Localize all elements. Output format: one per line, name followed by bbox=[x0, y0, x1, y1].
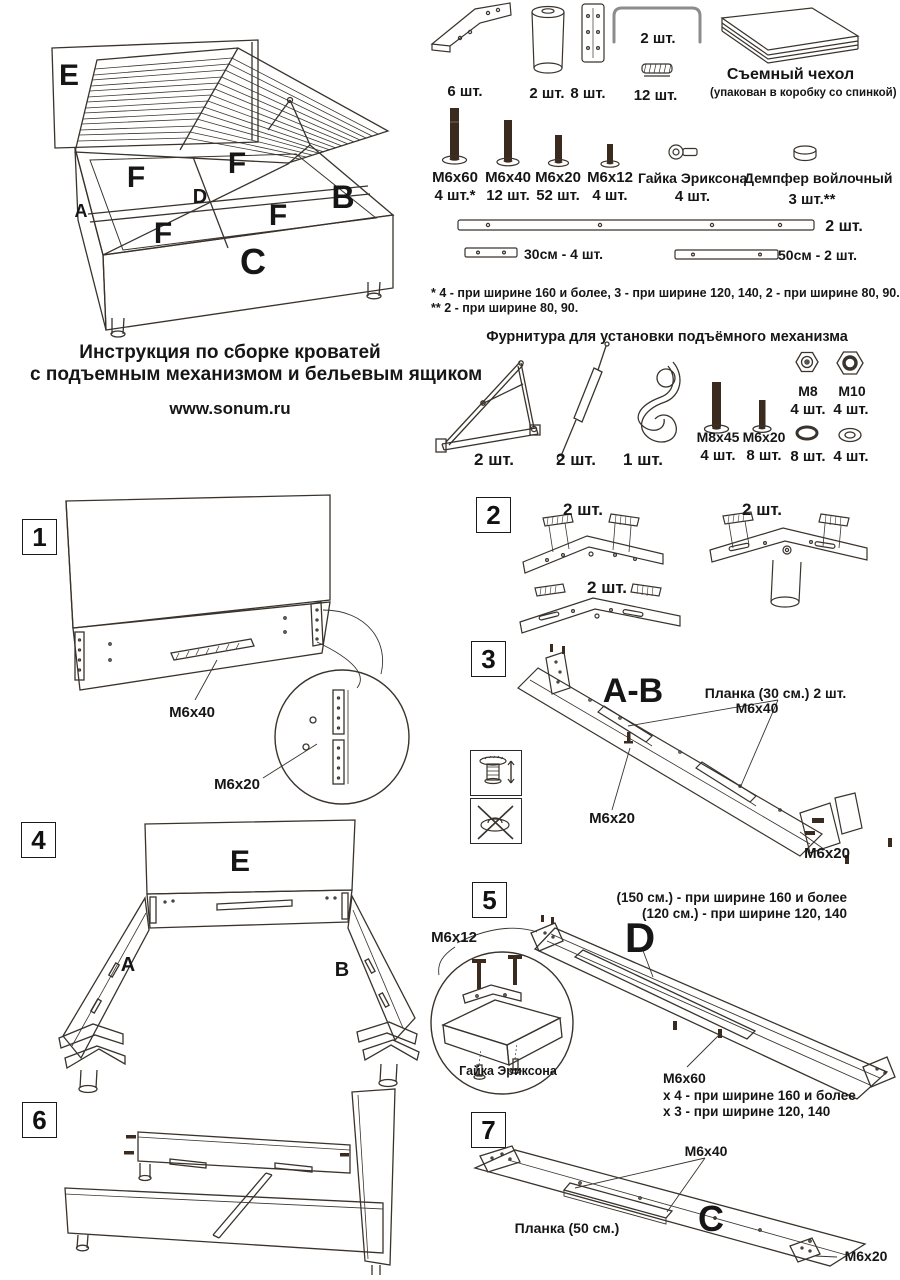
step4-label-e: E bbox=[229, 845, 250, 878]
step4-label-b: B bbox=[334, 959, 350, 981]
nut-m8-qty: 4 шт. bbox=[790, 401, 826, 418]
pad-qty: 12 шт. bbox=[633, 87, 678, 104]
step4-bracket-b bbox=[357, 1022, 419, 1087]
step3-depth-icon-box bbox=[470, 750, 522, 796]
strap-icon bbox=[638, 362, 680, 442]
bolt-m8x45-icon bbox=[705, 382, 729, 433]
felt-damper-icon bbox=[794, 146, 816, 161]
step3-number: 3 bbox=[471, 641, 506, 677]
damper-name: Демпфер войлочный bbox=[744, 170, 893, 186]
plank-30cm-icon bbox=[465, 248, 517, 257]
screw-m6x60-icon bbox=[443, 108, 467, 164]
nut-m8-name: М8 bbox=[798, 383, 818, 399]
cover-title: Съемный чехол bbox=[726, 66, 855, 83]
step5-m6x60-note1: х 4 - при ширине 160 и более bbox=[663, 1088, 856, 1103]
main-label-headboard: E bbox=[58, 59, 79, 92]
felt-pad-icon bbox=[642, 64, 672, 76]
step4-number: 4 bbox=[21, 822, 56, 858]
long-plank-qty: 2 шт. bbox=[825, 218, 863, 235]
step7-right-bracket bbox=[790, 1238, 820, 1262]
step4-bracket-a bbox=[59, 1024, 125, 1093]
gas-lift-qty: 2 шт. bbox=[556, 450, 596, 469]
erikson-nut-icon bbox=[669, 145, 697, 159]
bolt2-qty: 8 шт. bbox=[746, 447, 782, 464]
step7-m6x40-label: М6х40 bbox=[684, 1143, 728, 1159]
screw3-qty: 52 шт. bbox=[536, 187, 580, 204]
main-label-panel-f1: F bbox=[126, 161, 146, 194]
step5-note2: (120 см.) - при ширине 120, 140 bbox=[641, 906, 847, 921]
erikson-nut-name: Гайка Эриксона bbox=[638, 170, 748, 186]
screw1-name: М6х60 bbox=[432, 169, 478, 186]
step5-bracket-detail bbox=[463, 955, 522, 1003]
step7-number: 7 bbox=[471, 1112, 506, 1148]
cover-note: (упакован в коробку со спинкой) bbox=[710, 87, 897, 99]
main-label-side-a: A bbox=[74, 201, 88, 221]
fittings-drawing bbox=[430, 332, 900, 467]
screw-m6x20-icon bbox=[549, 135, 569, 167]
bracket-with-leg bbox=[710, 512, 867, 607]
step5-m6x60-note2: х 3 - при ширине 120, 140 bbox=[663, 1104, 831, 1119]
rod-qty: 2 шт. bbox=[640, 30, 676, 47]
flat-plate-icon bbox=[582, 4, 604, 62]
nut-m10-name: М10 bbox=[838, 383, 866, 399]
step3-m6x40-label: М6х40 bbox=[735, 700, 779, 716]
step2-qty-left: 2 шт. bbox=[563, 500, 603, 519]
bracket-qty: 6 шт. bbox=[447, 83, 483, 100]
step2-qty-bottom: 2 шт. bbox=[587, 578, 627, 597]
step1-m6x20-label: М6х20 bbox=[214, 776, 260, 793]
corner-bracket-icon bbox=[432, 3, 511, 52]
step7-left-bracket bbox=[480, 1146, 520, 1172]
doc-title-line2: с подъемным механизмом и бельевым ящиком bbox=[30, 364, 483, 385]
screw3-name: М6х20 bbox=[535, 169, 581, 186]
erikson-depth-icon bbox=[471, 751, 521, 795]
step3-left-bracket bbox=[546, 644, 570, 694]
main-label-panel-f2: F bbox=[227, 147, 247, 180]
step3-drawing bbox=[500, 648, 900, 868]
screw-m6x40-icon bbox=[497, 120, 519, 166]
plank50-label: 50см - 2 шт. bbox=[778, 247, 858, 263]
step1-m6x40-label: М6х40 bbox=[169, 704, 215, 721]
no-protrusion-icon bbox=[471, 799, 521, 843]
screw2-qty: 12 шт. bbox=[486, 187, 530, 204]
step4-label-a: A bbox=[120, 954, 136, 976]
main-label-panel-f4: F bbox=[268, 199, 288, 232]
step3-plank-label: Планка (30 см.) 2 шт. bbox=[704, 685, 847, 701]
screw2-name: М6х40 bbox=[485, 169, 531, 186]
plank30-label: 30см - 4 шт. bbox=[524, 246, 604, 262]
step5-nut-label: Гайка Эриксона bbox=[459, 1064, 557, 1078]
screw4-qty: 4 шт. bbox=[592, 187, 628, 204]
step1-number: 1 bbox=[22, 519, 57, 555]
nut-m10-icon bbox=[837, 352, 863, 374]
leg-qty: 2 шт. bbox=[529, 85, 565, 102]
plank-50cm-icon bbox=[675, 250, 778, 259]
main-label-side-b: B bbox=[331, 179, 355, 215]
plate-qty: 8 шт. bbox=[570, 85, 606, 102]
main-label-footboard: C bbox=[240, 241, 266, 282]
erikson-nut-qty: 4 шт. bbox=[674, 188, 711, 205]
damper-qty: 3 шт.** bbox=[788, 191, 836, 208]
step5-m6x12-label: М6х12 bbox=[431, 929, 477, 946]
bracket-with-pads-top bbox=[523, 514, 663, 573]
step3-m6x20-left-label: М6х20 bbox=[589, 810, 635, 827]
leg-icon bbox=[532, 7, 564, 74]
step3-m6x20-right-label: М6х20 bbox=[804, 845, 850, 862]
lift-mechanism-icon bbox=[436, 361, 540, 452]
washer-flat-icon bbox=[839, 429, 861, 442]
footnote-1: * 4 - при ширине 160 и более, 3 - при ширине 120, 140, 2 - при ширине 80, 90. bbox=[431, 286, 900, 300]
strap-qty: 1 шт. bbox=[623, 450, 663, 469]
main-label-panel-f3: F bbox=[153, 217, 173, 250]
nut-m8-icon bbox=[796, 353, 818, 372]
screw1-qty: 4 шт.* bbox=[434, 187, 476, 204]
step7-plank-label: Планка (50 см.) bbox=[514, 1220, 620, 1236]
long-plank-icon bbox=[458, 220, 814, 230]
bolt-m6x20-icon bbox=[753, 400, 771, 432]
bolt1-name: М8х45 bbox=[696, 429, 740, 445]
step5-right-bracket bbox=[863, 1057, 895, 1087]
main-label-divider: D bbox=[192, 186, 208, 208]
step5-label-d: D bbox=[624, 914, 656, 961]
bolt1-qty: 4 шт. bbox=[700, 447, 736, 464]
mechanism-qty: 2 шт. bbox=[474, 450, 514, 469]
step3-forbidden-icon-box bbox=[470, 798, 522, 844]
washer-lock-icon bbox=[797, 427, 817, 439]
step5-m6x60-label: М6х60 bbox=[663, 1070, 706, 1086]
step2-drawing bbox=[515, 510, 880, 655]
step1-drawing bbox=[55, 492, 405, 792]
step6-drawing bbox=[50, 1085, 430, 1280]
step2-number: 2 bbox=[476, 497, 511, 533]
bolt2-name: М6х20 bbox=[742, 429, 786, 445]
screw-m6x12-icon bbox=[601, 144, 619, 167]
nut-m10-qty: 4 шт. bbox=[833, 401, 869, 418]
step5-note1: (150 см.) - при ширине 160 и более bbox=[616, 890, 847, 905]
washer-lock-qty: 8 шт. bbox=[790, 448, 826, 465]
step3-planks bbox=[598, 706, 756, 806]
step2-qty-right: 2 шт. bbox=[742, 500, 782, 519]
fittings-title: Фурнитура для установки подъёмного механизма bbox=[486, 329, 848, 345]
website-url: www.sonum.ru bbox=[169, 399, 291, 418]
washer-flat-qty: 4 шт. bbox=[833, 448, 869, 465]
step7-m6x20-label: М6х20 bbox=[844, 1248, 888, 1264]
step7-label-c: C bbox=[698, 1198, 724, 1239]
step3-title: А-В bbox=[602, 672, 664, 710]
doc-title-line1: Инструкция по сборке кроватей bbox=[79, 342, 381, 363]
step5-number: 5 bbox=[472, 882, 507, 918]
gas-lift-icon bbox=[557, 342, 609, 461]
screw4-name: М6х12 bbox=[587, 169, 633, 186]
step6-number: 6 bbox=[22, 1102, 57, 1138]
cover-icon bbox=[722, 8, 858, 63]
footnote-2: ** 2 - при ширине 80, 90. bbox=[431, 301, 579, 315]
